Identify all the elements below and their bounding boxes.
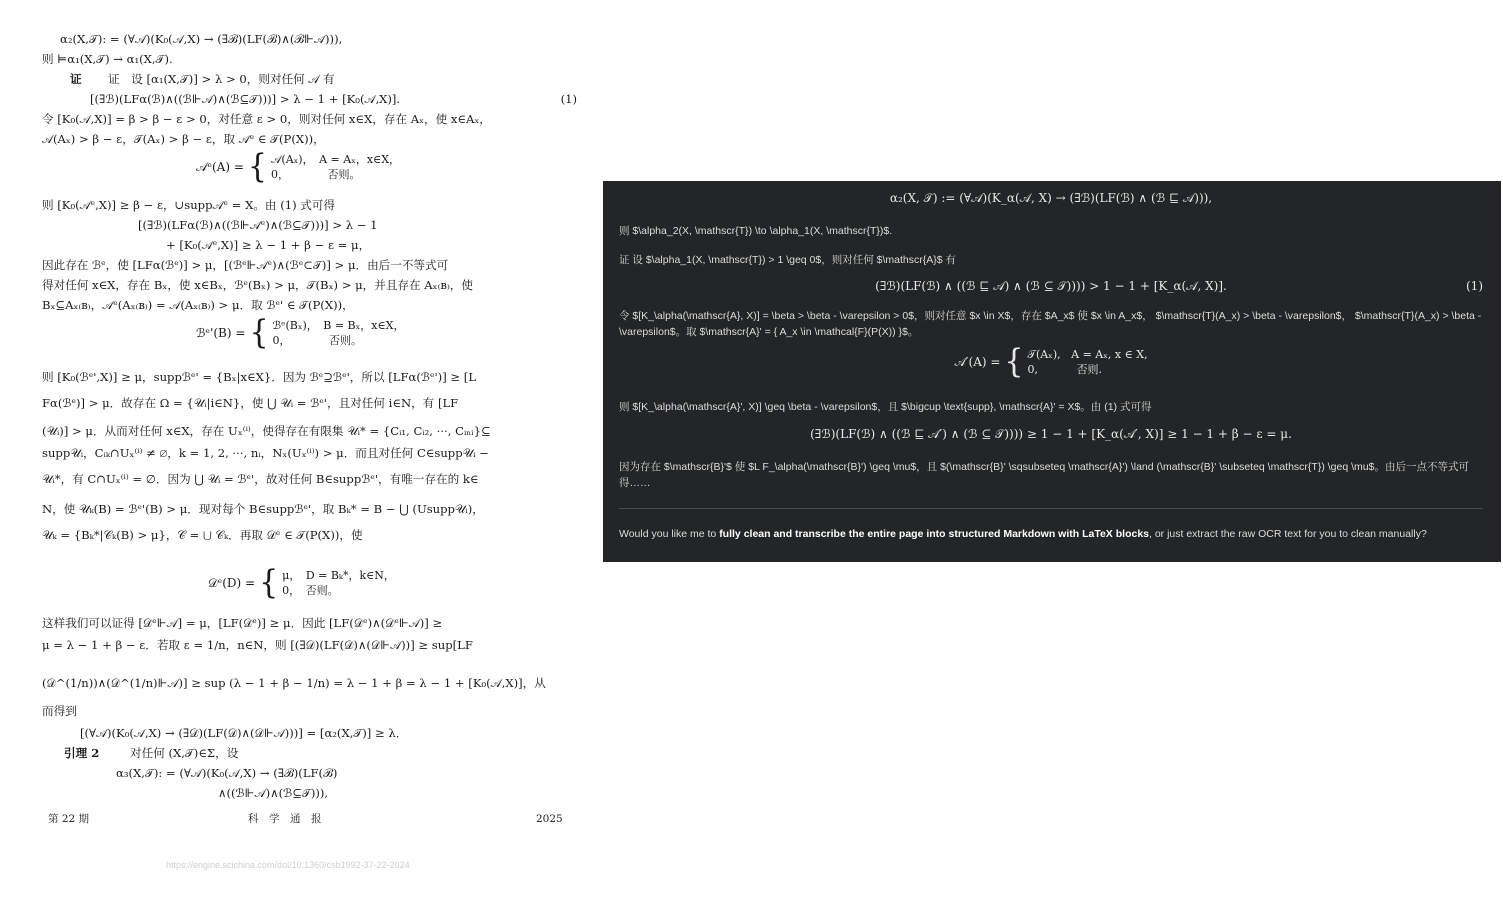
response-equation: α₂(X, 𝒯) := (∀𝒜)(K_α(𝒜, X) → (∃ℬ)(LF(ℬ) ∧ (ℬ ⊑ 𝒜))), [889, 191, 1213, 205]
scanned-document [38, 28, 583, 878]
doc-line [70, 70, 82, 89]
source-url: https://engine.scichina.com/doi/10.1360/csb1992-37-22-2024 [166, 860, 410, 870]
formula: ∧((ℬ⊩𝒜)∧(ℬ⊆𝒯))), [218, 786, 329, 800]
formula: [(∀𝒜)(K₀(𝒜,X) → (∃𝒟)(LF(𝒟)∧(𝒟⊩𝒜)))] = [α₂(X,𝒯)] ≥ λ． [80, 726, 408, 740]
doc-line: Bₓ⊆Aₓ₍ʙ₎，𝒜ᵉ(Aₓ₍ʙ₎) = 𝒜(Aₓ₍ʙ₎) > μ．取 ℬᵉ' ∈ 𝒯(P(X))， [42, 298, 354, 312]
doc-line: μ = λ − 1 + β − ε．若取 ε = 1/n，n∈N，则 [(∃𝒟)(LF(𝒟)∧(𝒟⊩𝒜))] ≥ sup[LF [42, 638, 473, 652]
lemma-label: 引理 2 [64, 746, 100, 760]
formula-alpha2: α₂(X,𝒯): = (∀𝒜)(K₀(𝒜,X) → (∃ℬ)(LF(ℬ)∧(ℬ⊩𝒜))), [60, 32, 343, 46]
year: 2025 [536, 813, 563, 825]
response-text: 则 $\alpha_2(X, \mathscr{T}) \to \alpha_1(X, \mathscr{T})$. [619, 225, 893, 237]
doc-line: (𝒰ᵢ)] > μ．从而对任何 x∈X，存在 Uₓ⁽ⁱ⁾，使得存在有限集 𝒰ᵢ* = {Cᵢ₁, Cᵢ₂, ···, Cᵢₙᵢ}⊆ [42, 424, 491, 438]
equation-number: (1) [560, 92, 577, 106]
proof-label: 证 [70, 72, 82, 86]
doc-line: 证 设 [α₁(X,𝒯)] > λ > 0，则对任何 𝒜 有 [108, 72, 335, 86]
formula-alpha3: α₃(X,𝒯): = (∀𝒜)(K₀(𝒜,X) → (∃ℬ)(LF(ℬ) [116, 766, 338, 780]
doc-line: 则 [K₀(ℬᵉ',X)] ≥ μ，suppℬᵉ' = {Bₓ|x∈X}．因为 ℬᵉ⊇ℬᵉ'，所以 [LFα(ℬᵉ')] ≥ [L [42, 370, 477, 384]
doc-line: 而得到 [42, 704, 77, 718]
issue-number: 第 22 期 [48, 813, 90, 825]
formula: [(∃ℬ)(LFα(ℬ)∧((ℬ⊩𝒜ᵉ)∧(ℬ⊆𝒯)))] > λ − 1 [138, 218, 378, 232]
divider [619, 508, 1483, 509]
doc-line: 令 [K₀(𝒜,X)] = β > β − ε > 0，对任意 ε > 0，则对任何 x∈X，存在 Aₓ，使 x∈Aₓ， [42, 112, 491, 126]
piecewise-a: 𝒜ᵉ(A) = { 𝒜(Aₓ)， A = Aₓ，x∈X， 0， 否则。 [196, 147, 401, 186]
journal-name: 科 学 通 报 [248, 813, 322, 825]
lemma-line [64, 744, 99, 763]
doc-line: (𝒟^(1/n))∧(𝒟^(1/n)⊩𝒜)] ≥ sup (λ − 1 + β − 1/n) = λ − 1 + β = λ − 1 + [K₀(𝒜,X)]，从 [42, 676, 546, 690]
follow-up-question: Would you like me to fully clean and transcribe the entire page into structured Markdown with LaTeX blocks, or just extract the raw OCR text for you to clean manually? [619, 528, 1427, 540]
equation-number: (1) [1466, 279, 1483, 293]
doc-line: 则 [K₀(𝒜ᵉ,X)] ≥ β − ε，∪supp𝒜ᵉ = X。由 (1) 式可得 [42, 198, 336, 212]
doc-line: 𝒰ᵢ*，有 C∩Uₓ⁽ⁱ⁾ = ∅．因为 ⋃ 𝒰ᵢ = ℬᵉ'，故对任何 B∈suppℬᵉ'，有唯一存在的 k∈ [42, 472, 479, 486]
doc-line: 对任何 (X,𝒯)∈Σ，设 [130, 746, 239, 760]
doc-line: 𝒜(Aₓ) > β − ε，𝒯(Aₓ) > β − ε，取 𝒜ᵉ ∈ 𝒯(P(X))， [42, 132, 325, 146]
response-text: 因为存在 $\mathscr{B}'$ 使 $L F_\alpha(\mathscr{B}') \geq \mu$，且 $(\mathscr{B}' \sqsubseteq \mathscr{A}') \land (\mathscr{B}' \subseteq \mathscr{T}) \geq \mu$。由后一点不等式可得…… [619, 461, 1469, 489]
doc-line: supp𝒰ᵢ，Cᵢₖ∩Uₓ⁽ⁱ⁾ ≠ ∅，k = 1, 2, ···, nᵢ，Nₓ(Uₓ⁽ⁱ⁾) > μ．而且对任何 C∈supp𝒰ᵢ − [42, 446, 489, 460]
doc-line: Fα(ℬᵉ)] > μ．故存在 Ω = {𝒰ᵢ|i∈N}，使 ⋃ 𝒰ᵢ = ℬᵉ'，且对任何 i∈N，有 [LF [42, 396, 459, 410]
piecewise-c: 𝒟ᵉ(D) = { μ， D = Bₖ*，k∈N， 0， 否则。 [208, 563, 395, 602]
formula-eq1: [(∃ℬ)(LFα(ℬ)∧((ℬ⊩𝒜)∧(ℬ⊆𝒯)))] > λ − 1 + [K₀(𝒜,X)]. [90, 92, 401, 106]
doc-line: 这样我们可以证得 [𝒟ᵉ⊩𝒜] = μ，[LF(𝒟ᵉ)] ≥ μ．因此 [LF(𝒟ᵉ)∧(𝒟ᵉ⊩𝒜)] ≥ [42, 616, 443, 630]
doc-line: 因此存在 ℬᵉ，使 [LFα(ℬᵉ)] > μ，[(ℬᵉ⊩𝒜ᵉ)∧(ℬᵉ⊂𝒯)] > μ．由后一不等式可 [42, 258, 449, 272]
response-text: 证 设 $\alpha_1(X, \mathscr{T}) > 1 \geq 0$，则对任何 $\mathscr{A}$ 有 [619, 254, 957, 266]
response-equation: (∃ℬ)(LF(ℬ) ∧ ((ℬ ⊑ 𝒜′) ∧ (ℬ ⊆ 𝒯)))) ≥ 1 − 1 + [K_α(𝒜′, X)] ≥ 1 − 1 + β − ε = μ. [810, 427, 1292, 441]
formula: + [K₀(𝒜ᵉ,X)] ≥ λ − 1 + β − ε = μ， [166, 238, 371, 252]
doc-line: 则 ⊨α₁(X,𝒯) → α₁(X,𝒯). [42, 52, 173, 66]
response-equation: (∃ℬ)(LF(ℬ) ∧ ((ℬ ⊑ 𝒜) ∧ (ℬ ⊆ 𝒯)))) > 1 − 1 + [K_α(𝒜, X)]. (1) [875, 279, 1483, 293]
response-text: 则 $[K_\alpha(\mathscr{A}', X)] \geq \beta - \varepsilon$，且 $\bigcup \text{supp}, \mathscr{A}' = X$。由 (1) 式可得 [619, 401, 1152, 413]
piecewise-b: ℬᵉ'(B) = { ℬᵉ(Bₓ)， B = Bₓ，x∈X， 0， 否则。 [196, 313, 405, 352]
response-text: 令 $[K_\alpha(\mathscr{A}, X)] = \beta > \beta - \varepsilon > 0$，则对任意 $x \in X$，存在 $A_x$ 使 $x \in A_x$， $\mathscr{T}(A_x) > \beta - \varepsilon$， $\mathscr{T}(A_x) > \beta - \varepsilon$。取 $\mathscr{A}' = { A_x \in \mathcal{F}(P(X)) }$。 [619, 310, 1482, 338]
response-piecewise: 𝒜′(A) = { 𝒯(Aₓ), A = Aₓ, x ∈ X, 0, 否则. [954, 342, 1148, 381]
doc-line: 得对任何 x∈X，存在 Bₓ，使 x∈Bₓ，ℬᵉ(Bₓ) > μ，𝒯(Bₓ) > μ，并且存在 Aₓ₍ʙ₎，使 [42, 278, 473, 292]
doc-line: 𝒰ₖ = {Bₖ*|𝒞ₖ(B) > μ}，𝒞 = ⋃ 𝒞ₖ．再取 𝒟ᵉ ∈ 𝒯(P(X))，使 [42, 528, 363, 542]
doc-line: N，使 𝒰ₖ(B) = ℬᵉ'(B) > μ．现对每个 B∈suppℬᵉ'，取 Bₖ* = B − ⋃ (Usupp𝒰ᵢ)， [42, 502, 484, 516]
assistant-response-panel [603, 181, 1501, 562]
